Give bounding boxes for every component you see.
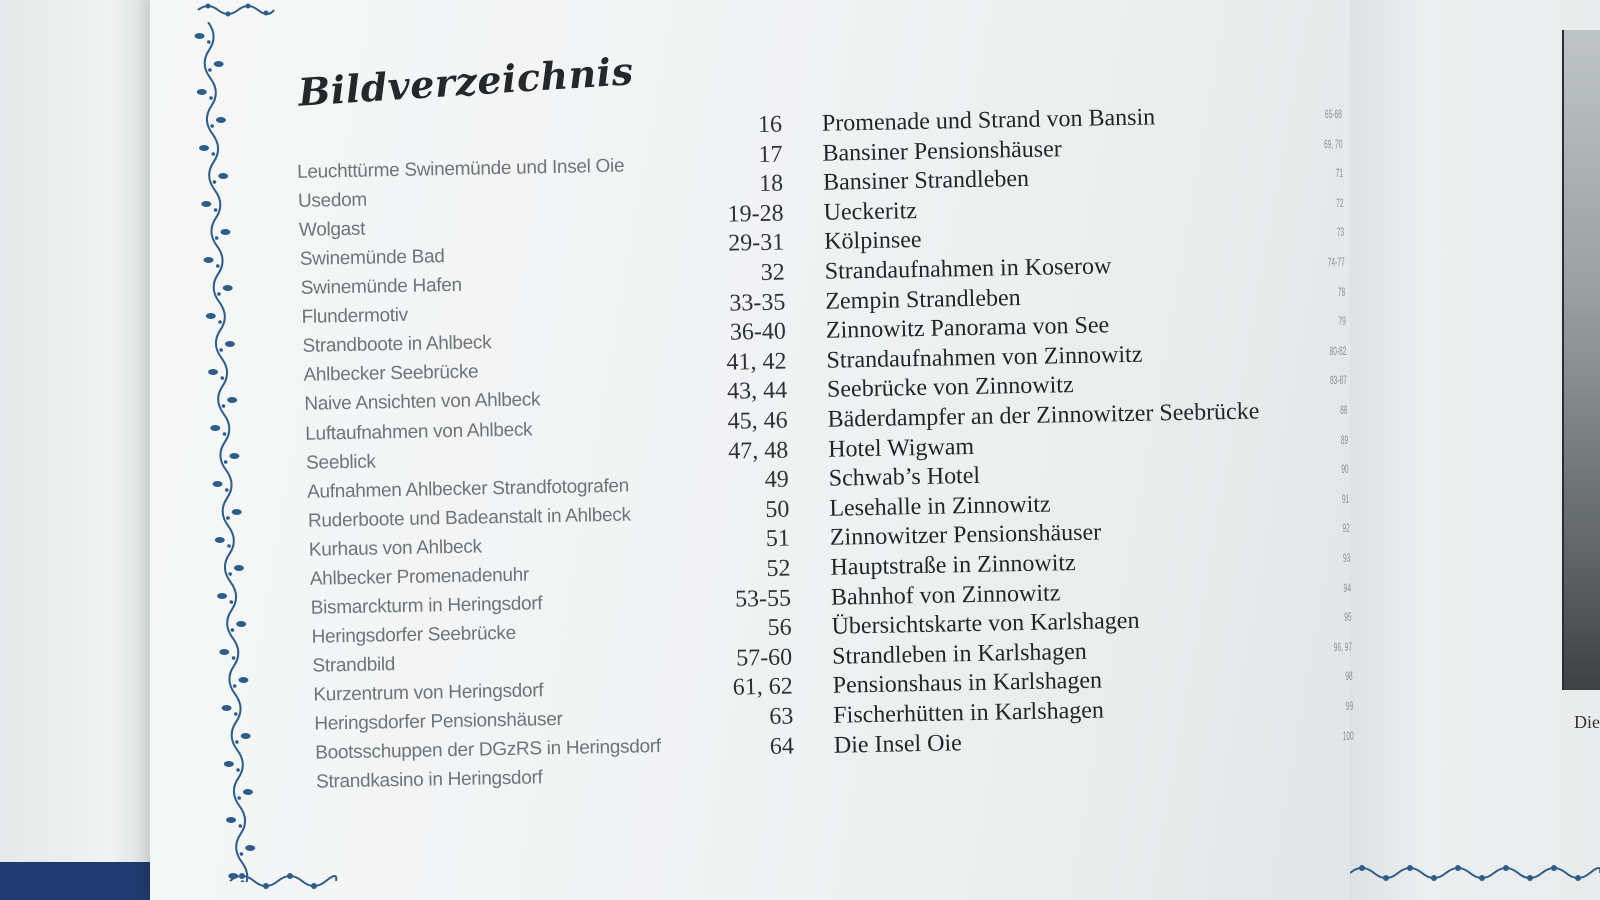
entry-page-number: 50 [765, 496, 790, 523]
entry-title: Swinemünde Bad [299, 246, 445, 271]
entry-page-number: 95 [1344, 609, 1352, 625]
entry-title: Bootsschuppen der DGzRS in Heringsdorf [315, 736, 661, 764]
entry-page-number: 17 [758, 141, 783, 168]
entry-title: Hauptstraße in Zinnowitz [830, 550, 1076, 581]
entry-page-number: 18 [758, 170, 784, 198]
entry-page-number: 52 [766, 555, 791, 582]
page-title: Bildverzeichnis [296, 48, 635, 115]
entry-page-number: 72 [1336, 195, 1344, 210]
entry-page-number: 32 [760, 259, 786, 287]
entry-title: Ahlbecker Seebrücke [303, 361, 479, 387]
entry-page-number: 80-82 [1329, 343, 1347, 358]
entry-page-number: 88 [1340, 402, 1348, 417]
entry-page-number: 45, 46 [727, 407, 788, 435]
entry-page-number: 83-87 [1329, 373, 1348, 388]
entry-page-number: 36-40 [729, 318, 787, 346]
entry-title: Zinnowitzer Pensionshäuser [829, 519, 1102, 552]
entry-page-number: 78 [1337, 284, 1346, 299]
next-page-photo [1562, 30, 1600, 690]
entry-title: Aufnahmen Ahlbecker Strandfotografen [306, 475, 630, 503]
entry-title: Seeblick [305, 450, 376, 474]
entry-page-number: 71 [1335, 166, 1344, 181]
previous-page [0, 0, 160, 900]
entry-title: Leuchttürme Swinemünde und Insel Oie [296, 155, 625, 183]
entry-page-number: 41, 42 [726, 348, 787, 376]
entry-page-number: 98 [1345, 669, 1353, 684]
entry-page-number: 90 [1341, 461, 1349, 477]
entry-page-number: 61, 62 [732, 673, 793, 702]
entry-title: Bismarckturm in Heringsdorf [310, 593, 543, 619]
entry-title: Zinnowitz Panorama von See [825, 312, 1110, 344]
entry-page-number: 49 [764, 466, 790, 494]
entry-title: Naive Ansichten von Ahlbeck [304, 389, 541, 416]
entry-title: Die Insel Oie [833, 729, 963, 759]
entry-page-number: 79 [1338, 313, 1346, 329]
entry-page-number: 29-31 [727, 229, 785, 258]
entry-title: Luftaufnahmen von Ahlbeck [305, 418, 533, 445]
entry-page-number: 99 [1345, 698, 1354, 713]
entry-title: Usedom [297, 189, 368, 212]
entry-page-number: 33-35 [729, 289, 786, 317]
entry-title: Hotel Wigwam [827, 433, 975, 463]
entry-page-number: 57-60 [735, 644, 793, 672]
entry-page-number: 64 [769, 733, 795, 760]
entry-title: Lesehalle in Zinnowitz [829, 491, 1051, 522]
entry-title: Strandaufnahmen in Koserow [824, 253, 1112, 285]
entry-title: Pensionshaus in Karlshagen [832, 667, 1103, 700]
entry-title: Ruderboote und Badeanstalt in Ahlbeck [307, 504, 631, 532]
entry-page-number: 43, 44 [726, 377, 788, 406]
index-content [290, 8, 1366, 888]
entry-title: Bansiner Pensionshäuser [822, 135, 1063, 167]
entry-page-number: 89 [1340, 432, 1349, 447]
entry-page-number: 47, 48 [727, 437, 789, 465]
entry-page-number: 92 [1342, 521, 1350, 536]
entry-title: Bäderdampfer an der Zinnowitzer Seebrücke [827, 398, 1260, 433]
entry-title: Kölpinsee [823, 227, 922, 256]
entry-page-number: 56 [767, 614, 792, 642]
entry-page-number: 16 [757, 111, 783, 139]
entry-page-number: 73 [1336, 225, 1345, 240]
entry-page-number: 93 [1342, 550, 1351, 565]
entry-title: Swinemünde Hafen [300, 275, 462, 300]
entry-page-number: 94 [1343, 580, 1352, 595]
entry-title: Bahnhof von Zinnowitz [830, 579, 1061, 611]
entry-page-number: 91 [1341, 491, 1350, 506]
entry-page-number: 65-68 [1324, 106, 1342, 122]
entry-page-number: 96, 97 [1333, 639, 1353, 654]
entry-title: Strandleben in Karlshagen [831, 638, 1087, 670]
next-page-caption: Die [1574, 712, 1600, 732]
entry-title: Kurhaus von Ahlbeck [308, 536, 482, 561]
entry-title: Seebrücke von Zinnowitz [826, 372, 1074, 404]
entry-page-number: 100 [1342, 728, 1354, 743]
entry-page-number: 74-77 [1327, 254, 1345, 270]
entry-page-number: 63 [769, 703, 794, 730]
entry-title: Ueckeritz [823, 197, 918, 226]
entry-page-number: 19-28 [727, 200, 784, 228]
entry-title: Strandaufnahmen von Zinnowitz [826, 341, 1143, 374]
entry-title: Flundermotiv [301, 305, 409, 329]
entry-title: Bansiner Strandleben [822, 166, 1030, 196]
entry-title: Heringsdorfer Pensionshäuser [314, 708, 563, 735]
entry-title: Kurzentrum von Heringsdorf [313, 680, 544, 706]
entry-title: Fischerhütten in Karlshagen [833, 697, 1105, 729]
entry-title: Zempin Strandleben [825, 284, 1021, 315]
ornamental-border-top [196, 0, 276, 18]
entry-title: Ahlbecker Promenadenuhr [309, 564, 530, 590]
entry-title: Promenade und Strand von Bansin [821, 104, 1156, 137]
entry-title: Strandboote in Ahlbeck [302, 332, 492, 358]
entry-title: Übersichtskarte von Karlshagen [831, 607, 1140, 640]
entry-page-number: 51 [765, 525, 791, 553]
entry-page-number: 53-55 [734, 585, 792, 613]
entry-title: Heringsdorfer Seebrücke [311, 622, 517, 648]
ornamental-border-next-page [1350, 858, 1600, 888]
entry-title: Strandkasino in Heringsdorf [315, 767, 543, 793]
entry-title: Strandbild [312, 653, 396, 677]
entry-title: Wolgast [298, 218, 366, 242]
entry-title: Schwab’s Hotel [828, 463, 981, 492]
entry-page-number: 69, 70 [1323, 136, 1343, 151]
